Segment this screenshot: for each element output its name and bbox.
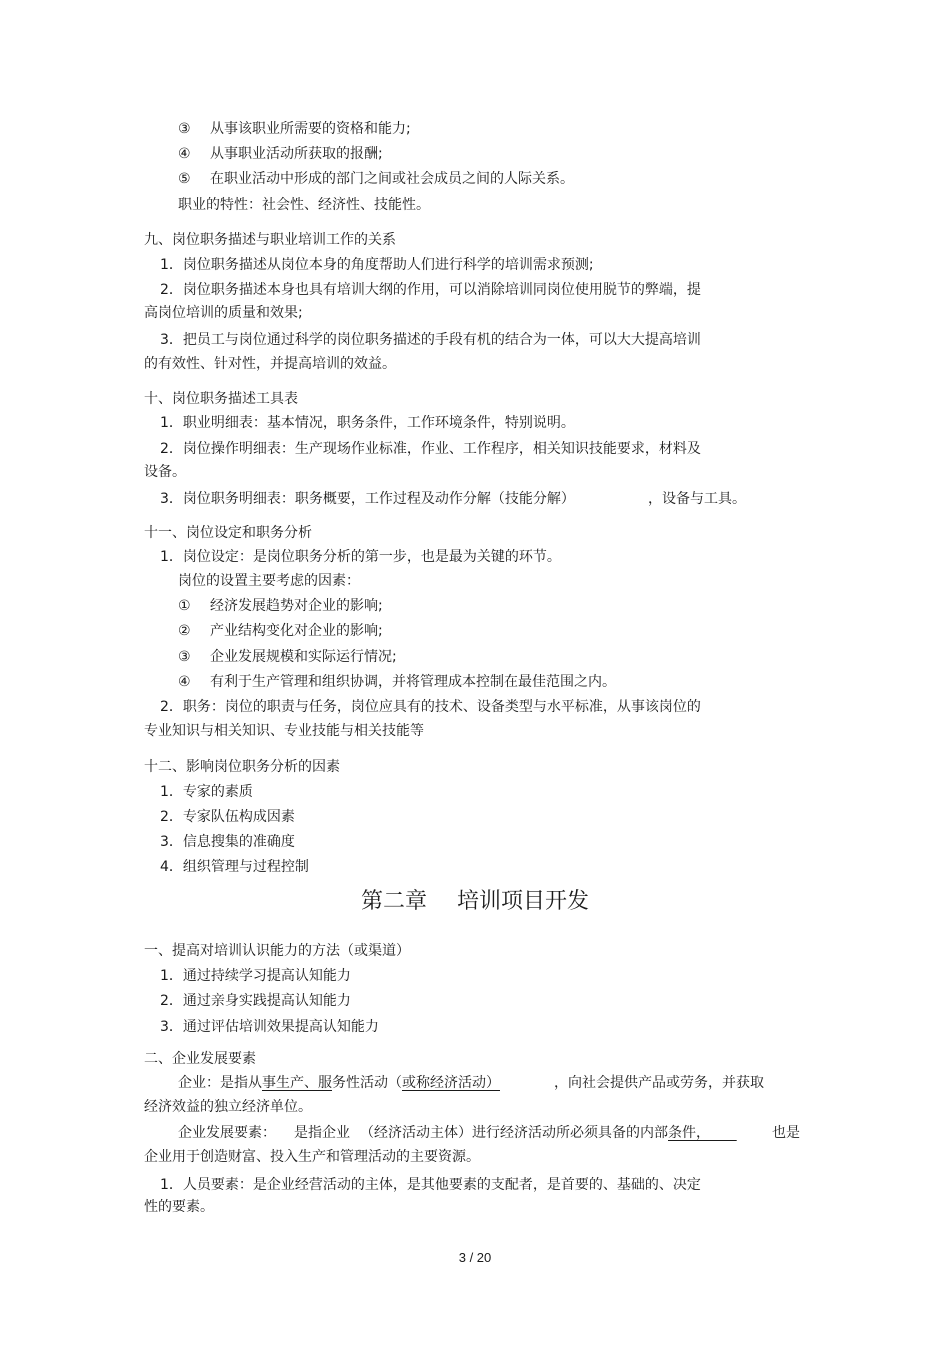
paragraph: ，设备与工具。: [648, 491, 746, 507]
list-item: ④ 从事职业活动所获取的报酬;: [178, 146, 383, 162]
paragraph: 的有效性、针对性，并提高培训的效益。: [144, 356, 396, 372]
list-item: 3．信息搜集的准确度: [160, 834, 295, 850]
list-item: 1．专家的素质: [160, 784, 253, 800]
paragraph: 1．人员要素：是企业经营活动的主体，是其他要素的支配者，是首要的、基础的、决定: [160, 1177, 701, 1193]
paragraph: 1．职业明细表：基本情况，职务条件，工作环境条件，特别说明。: [160, 415, 575, 431]
paragraph: 经济效益的独立经济单位。: [144, 1099, 312, 1115]
paragraph: 企业用于创造财富、投入生产和管理活动的主要资源。: [144, 1149, 480, 1165]
paragraph: 高岗位培训的质量和效果;: [144, 305, 303, 321]
section-heading: 九、岗位职务描述与职业培训工作的关系: [144, 232, 396, 248]
paragraph: 也是: [772, 1125, 800, 1141]
list-item: 3．通过评估培训效果提高认知能力: [160, 1019, 379, 1035]
paragraph: 2．职务：岗位的职责与任务，岗位应具有的技术、设备类型与水平标准，从事该岗位的: [160, 699, 701, 715]
paragraph: 1．岗位设定：是岗位职务分析的第一步，也是最为关键的环节。: [160, 549, 561, 565]
list-item: 2．专家队伍构成因素: [160, 809, 295, 825]
section-heading: 十、岗位职务描述工具表: [144, 391, 298, 407]
paragraph: （经济活动主体）进行经济活动所必须具备的内部条件，: [360, 1125, 710, 1141]
section-heading: 二、企业发展要素: [144, 1051, 256, 1067]
list-item: 4．组织管理与过程控制: [160, 859, 309, 875]
section-heading: 十二、影响岗位职务分析的因素: [144, 759, 340, 775]
list-item: ③ 从事该职业所需要的资格和能力;: [178, 121, 411, 137]
page-number: 3 / 20: [458, 1250, 492, 1265]
list-item: ③ 企业发展规模和实际运行情况;: [178, 649, 397, 665]
section-heading: 一、提高对培训认识能力的方法（或渠道）: [144, 943, 410, 959]
section-heading: 十一、岗位设定和职务分析: [144, 525, 312, 541]
paragraph: 是指企业: [294, 1125, 350, 1141]
list-item: ⑤ 在职业活动中形成的部门之间或社会成员之间的人际关系。: [178, 171, 574, 187]
paragraph: 岗位的设置主要考虑的因素：: [178, 573, 360, 589]
paragraph: 职业的特性：社会性、经济性、技能性。: [178, 197, 430, 213]
paragraph: 性的要素。: [144, 1199, 214, 1215]
list-item: 1．通过持续学习提高认知能力: [160, 968, 351, 984]
paragraph: 企业：是指从事生产、服务性活动（或称经济活动）: [178, 1075, 500, 1091]
chapter-number: 第二章: [360, 889, 427, 914]
list-item: ② 产业结构变化对企业的影响;: [178, 623, 383, 639]
paragraph: ，向社会提供产品或劳务，并获取: [554, 1075, 764, 1091]
paragraph: 1．岗位职务描述从岗位本身的角度帮助人们进行科学的培训需求预测;: [160, 257, 594, 273]
paragraph: 3．岗位职务明细表：职务概要，工作过程及动作分解（技能分解）: [160, 491, 575, 507]
list-item: ① 经济发展趋势对企业的影响;: [178, 598, 383, 614]
paragraph: 企业发展要素：: [178, 1125, 276, 1141]
paragraph: 2．岗位操作明细表：生产现场作业标准，作业、工作程序，相关知识技能要求，材料及: [160, 441, 701, 457]
chapter-title: [0, 888, 950, 916]
list-item: ④ 有利于生产管理和组织协调，并将管理成本控制在最佳范围之内。: [178, 674, 616, 690]
chapter-name: 培训项目开发: [457, 889, 590, 914]
paragraph: 2．岗位职务描述本身也具有培训大纲的作用，可以消除培训同岗位使用脱节的弊端，提: [160, 282, 701, 298]
paragraph: 3．把员工与岗位通过科学的岗位职务描述的手段有机的结合为一体，可以大大提高培训: [160, 332, 701, 348]
paragraph: 专业知识与相关知识、专业技能与相关技能等: [144, 723, 424, 739]
paragraph: 设备。: [144, 464, 186, 480]
list-item: 2．通过亲身实践提高认知能力: [160, 993, 351, 1009]
